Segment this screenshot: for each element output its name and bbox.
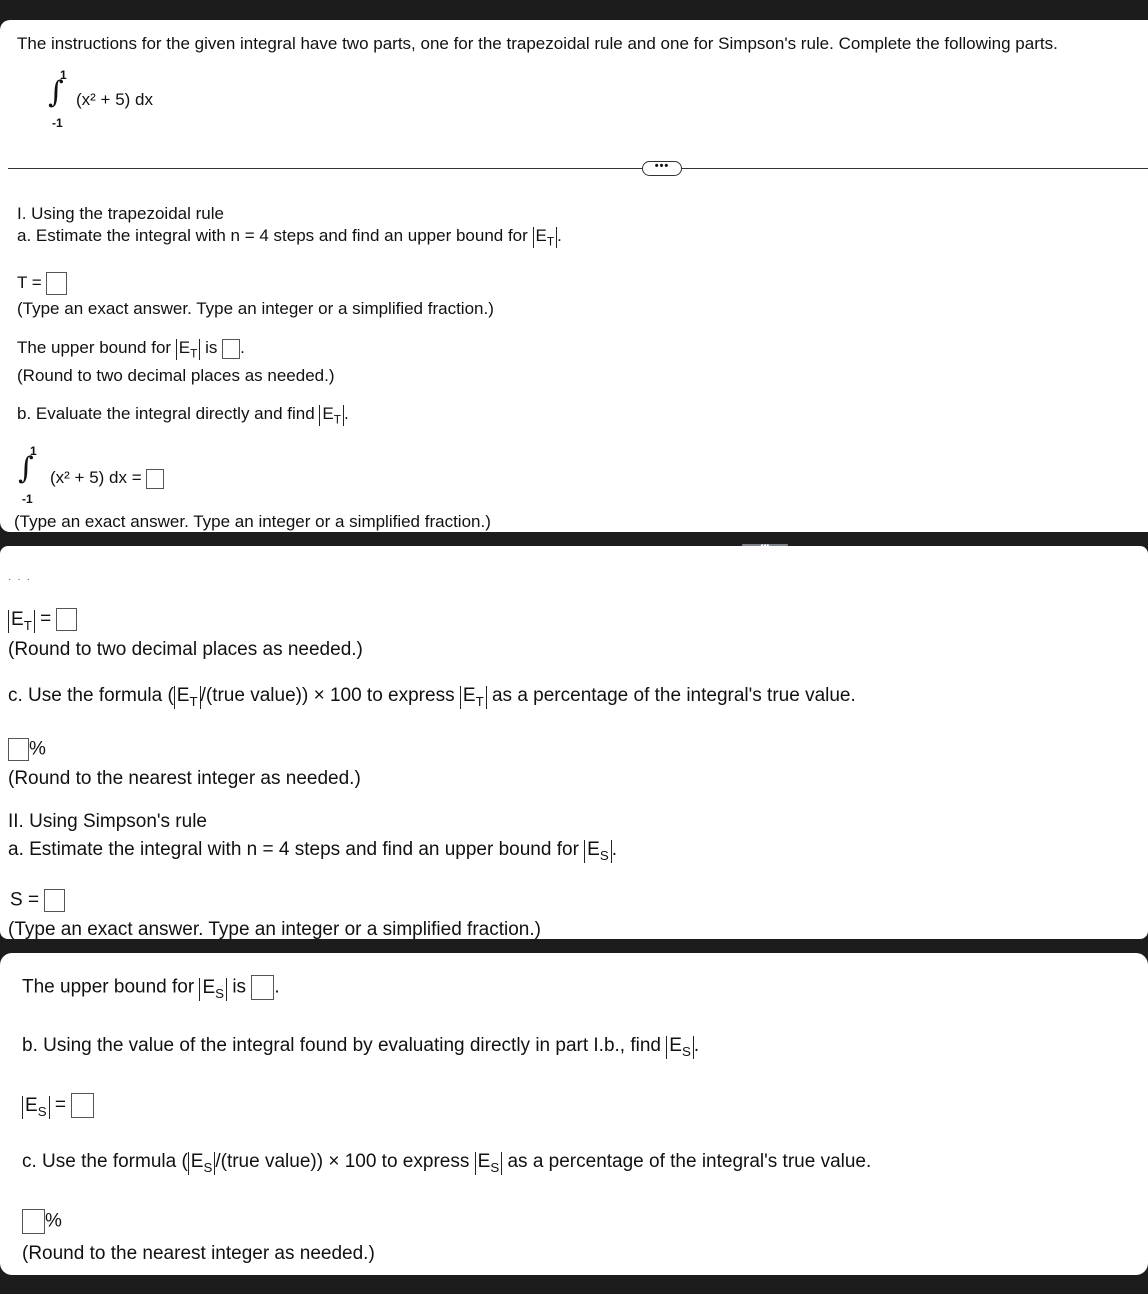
ET-row: $E_T$ = bbox=[8, 608, 77, 633]
lower-limit: -1 bbox=[52, 116, 63, 130]
T-hint: (Type an exact answer. Type an integer or a simplified fraction.) bbox=[17, 299, 494, 318]
percent-T-input[interactable] bbox=[8, 738, 29, 761]
integral-value-input[interactable] bbox=[146, 469, 164, 489]
part2-b-prompt: b. Using the value of the integral found by evaluating directly in part I.b., find $E_S$ . bbox=[22, 1035, 700, 1059]
part1-c-prompt: c. Use the formula ( $E_T$ /(true value)) × 100 to express $E_T$ as a percentage of the integral's true value. bbox=[8, 685, 856, 709]
T-answer-input[interactable] bbox=[46, 272, 67, 295]
percent-T-hint: (Round to the nearest integer as needed.) bbox=[8, 768, 361, 789]
percent-T-row: % bbox=[8, 738, 46, 761]
abs-ET: $E_T$ bbox=[174, 686, 201, 709]
part1-heading: I. Using the trapezoidal rule bbox=[17, 204, 224, 223]
abs-ET: $E_T$ bbox=[460, 686, 487, 709]
ET-answer-input[interactable] bbox=[56, 608, 77, 631]
show-more-button[interactable]: ••• bbox=[642, 161, 682, 176]
abs-ES: $E_S$ bbox=[22, 1096, 50, 1119]
percent-S-row: % bbox=[22, 1209, 62, 1234]
integral-sign: ∫ bbox=[18, 451, 34, 486]
percent-S-input[interactable] bbox=[22, 1209, 45, 1234]
part1-b-prompt: b. Evaluate the integral directly and find $E_T$ . bbox=[17, 404, 349, 427]
section-divider bbox=[8, 168, 1148, 169]
integral-sign: ∫ bbox=[48, 75, 64, 110]
abs-ES: $E_S$ bbox=[188, 1152, 216, 1175]
ES-answer-input[interactable] bbox=[71, 1093, 94, 1118]
T-row: T = bbox=[17, 272, 67, 295]
S-hint: (Type an exact answer. Type an integer or a simplified fraction.) bbox=[8, 919, 541, 939]
part2-a-prompt: a. Estimate the integral with n = 4 steps and find an upper bound for $E_S$ . bbox=[8, 839, 618, 863]
ET-hint: (Round to two decimal places as needed.) bbox=[8, 639, 363, 660]
S-answer-input[interactable] bbox=[44, 889, 65, 912]
part2-heading: II. Using Simpson's rule bbox=[8, 811, 207, 832]
intro-text: The instructions for the given integral have two parts, one for the trapezoidal rule and one for Simpson's rule. Complete the following parts. bbox=[17, 34, 1058, 53]
abs-ET: $E_T$ bbox=[176, 339, 201, 360]
question-panel-2 bbox=[0, 546, 1148, 939]
part2-c-prompt: c. Use the formula ( $E_S$ /(true value)) × 100 to express $E_S$ as a percentage of the integral's true value. bbox=[22, 1151, 872, 1175]
question-panel-1: The instructions for the given integral have two parts, one for the trapezoidal rule and one for Simpson's rule. Complete the following parts. 1 ∫ -1 (x² + 5) dx ••• I. Using the trapezoidal rule a. Estimate the integral with n = 4 steps and find an upper bound for $E_T$ . T = (Type an exact answer. Type an integer or a simplified fraction.) The upper bound for $E_T$ is . (Round to two decimal places as needed.) b. Evaluate the integral directly and find $E_T$ . 1 ∫ -1 (x² + 5) dx = (Type an exact answer. Type an integer or a simplified fraction.) bbox=[0, 20, 1148, 532]
S-row: S = bbox=[10, 889, 65, 912]
percent-S-hint: (Round to the nearest integer as needed.) bbox=[22, 1243, 375, 1264]
ET-upper-bound-input[interactable] bbox=[222, 339, 240, 359]
ES-upper-bound-row: The upper bound for $E_S$ is . bbox=[22, 976, 280, 1001]
ET-upper-bound-hint: (Round to two decimal places as needed.) bbox=[17, 366, 335, 385]
integral-hint: (Type an exact answer. Type an integer or a simplified fraction.) bbox=[14, 512, 491, 531]
upper-limit: 1 bbox=[60, 68, 67, 82]
abs-ET: $E_T$ bbox=[533, 227, 558, 248]
abs-ES: $E_S$ bbox=[475, 1152, 503, 1175]
abs-ES: $E_S$ bbox=[199, 978, 227, 1001]
abs-ES: $E_S$ bbox=[666, 1036, 694, 1059]
ES-row: $E_S$ = bbox=[22, 1093, 94, 1119]
question-panel-3 bbox=[0, 953, 1148, 1275]
ET-upper-bound-row: The upper bound for $E_T$ is . bbox=[17, 338, 245, 361]
part1-a-prompt: a. Estimate the integral with n = 4 steps and find an upper bound for $E_T$ . bbox=[17, 226, 562, 249]
integrand: (x² + 5) dx bbox=[76, 90, 153, 109]
abs-ET: $E_T$ bbox=[8, 610, 35, 633]
faded-dots: ··· bbox=[8, 574, 36, 585]
abs-ES: $E_S$ bbox=[584, 840, 612, 863]
ES-upper-bound-input[interactable] bbox=[251, 975, 274, 1000]
abs-ET: $E_T$ bbox=[319, 405, 344, 426]
